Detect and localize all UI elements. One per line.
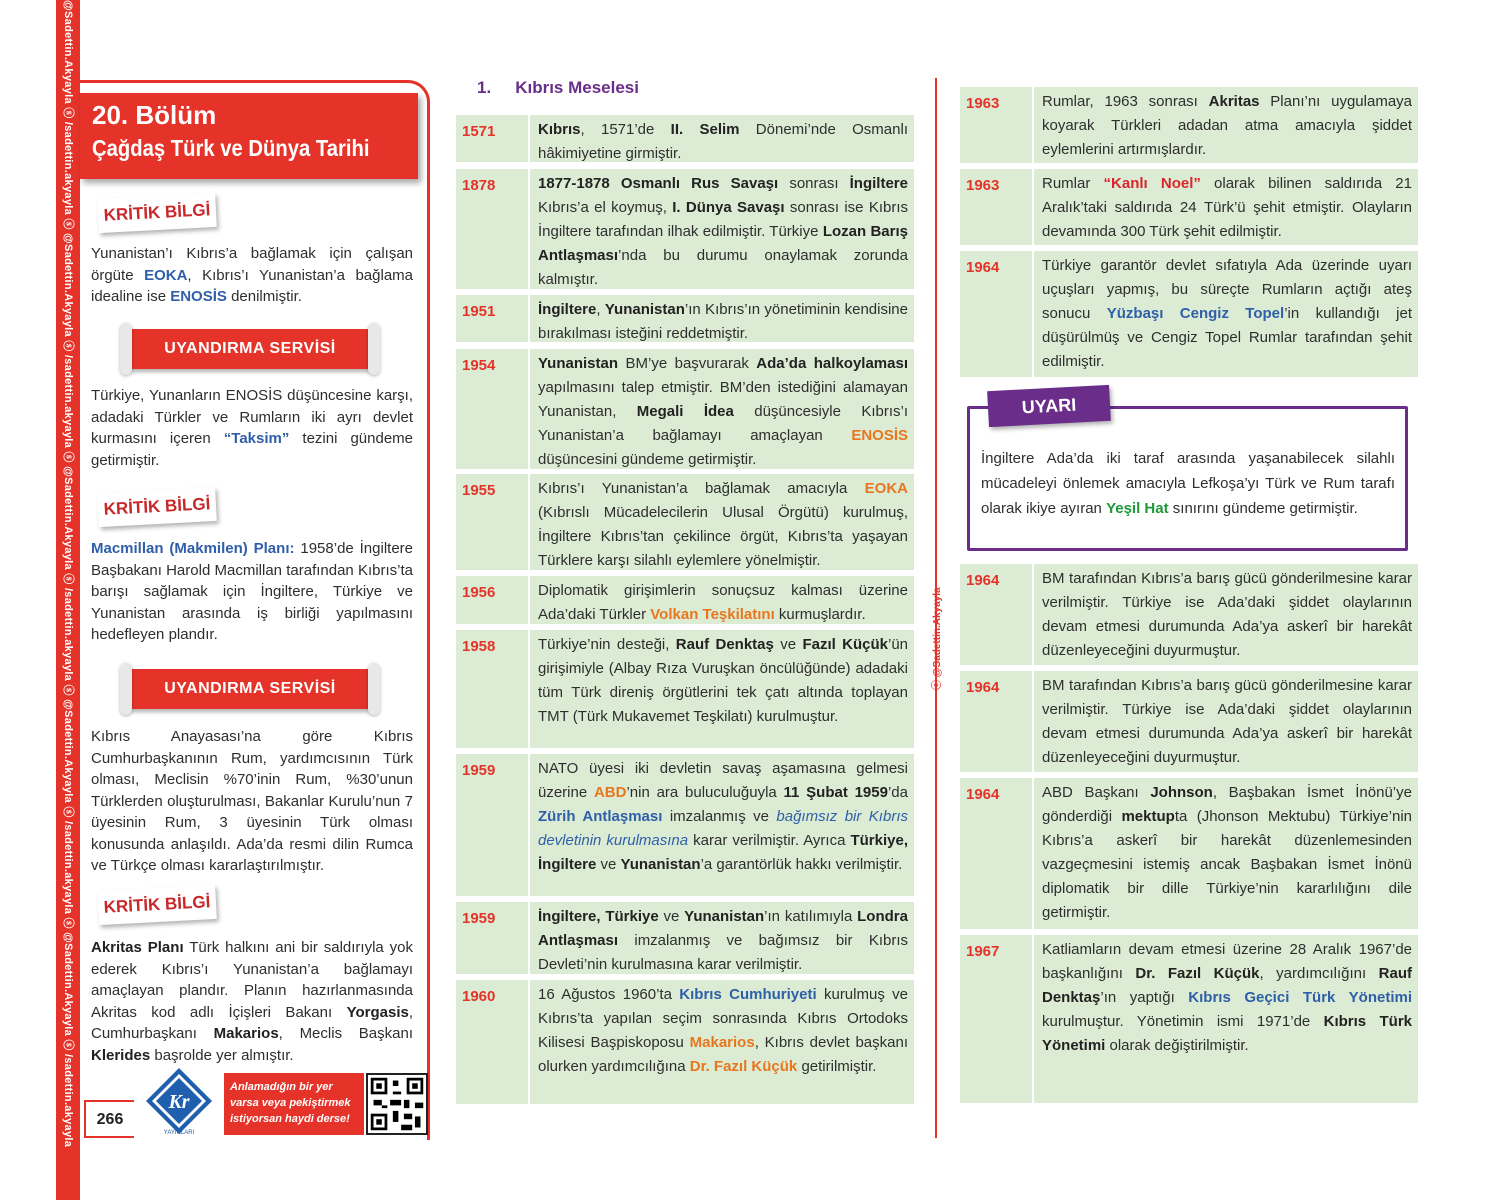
- timeline-text: Türkiye garantör devlet sıfatıyla Ada üzerinde uyarı uçuşları yapmış, bu süreçte Rumların açtığı ateş sonucu Yüzbaşı Cengiz Topel’in kullandığı jet düşürülmüş ve Cengiz Topel Rumlar tarafından şehit edilmiştir.: [1034, 251, 1418, 377]
- uyari-label: UYARI: [987, 385, 1111, 427]
- timeline-year: 1967: [960, 935, 1032, 1103]
- timeline-text: 16 Ağustos 1960’ta Kıbrıs Cumhuriyeti kurulmuş ve Kıbrıs’ta yapılan seçim sonrasında Kıbrıs Ortodoks Kilisesi Başpiskoposu Makarios, Kıbrıs devlet başkanı olurken yardımcılığına Dr. Fazıl Küçük getirilmiştir.: [530, 980, 914, 1104]
- timeline-year: 1959: [456, 754, 528, 896]
- timeline-row: [960, 935, 1418, 1103]
- timeline-text: İngiltere, Türkiye ve Yunanistan’ın katılımıyla Londra Antlaşması imzalanmış ve bağımsız bir Kıbrıs Devleti’nin kurulmasına karar verilmiştir.: [530, 902, 914, 974]
- vertical-social-tag: ⓢ @Sadettin.Akyayla: [932, 587, 943, 690]
- timeline-row: [960, 87, 1418, 163]
- qr-code-icon[interactable]: [366, 1073, 428, 1135]
- timeline-text: 1877-1878 Osmanlı Rus Savaşı sonrası İngiltere Kıbrıs’a el koymuş, I. Dünya Savaşı sonrası ise Kıbrıs İngiltere tarafından ilhak edilmiştir. Türkiye Lozan Barış Antlaşması’nda bu durumu onaylamak zorunda kalmıştır.: [530, 169, 914, 289]
- timeline-row: [456, 349, 914, 469]
- timeline-year: 1958: [456, 630, 528, 748]
- timeline-row: [960, 251, 1418, 377]
- kritik-bilgi-label-2: KRİTİK BİLGİ: [97, 487, 217, 527]
- section-number: 1.: [477, 78, 492, 97]
- social-strip-bar: [56, 0, 80, 1200]
- timeline-year: 1964: [960, 564, 1032, 665]
- uyari-text: İngiltere Ada’da iki taraf arasında yaşanabilecek silahlı mücadeleyi önlemek amacıyla Lefkoşa’yı Türk ve Rum tarafı olarak ikiye ayıran Yeşil Hat sınırını gündeme getirmiştir.: [981, 450, 1395, 517]
- timeline-text: Diplomatik girişimlerin sonuçsuz kalması üzerine Ada’daki Türkler Volkan Teşkilatını kurmuşlardır.: [530, 576, 914, 624]
- uyandirma-servisi-label-1: UYANDIRMA SERVİSİ: [130, 329, 370, 369]
- timeline-row: [456, 115, 914, 162]
- timeline-row: [456, 474, 914, 570]
- timeline-year: 1964: [960, 251, 1032, 377]
- timeline-row: [456, 169, 914, 289]
- timeline-text: Kıbrıs’ı Yunanistan’a bağlamak amacıyla EOKA (Kıbrıslı Mücadelecilerin Ulusal Örgütü) kurulmuş, İngiltere Kıbrıs’tan çekilince örgüt, Kıbrıs’ta yaşayan Türklere karşı silahlı eylemlere yönelmiştir.: [530, 474, 914, 570]
- kritik-bilgi-label-3: KRİTİK BİLGİ: [97, 885, 217, 925]
- timeline-text: Rumlar “Kanlı Noel” olarak bilinen saldırıda 21 Aralık’taki saldırıda 24 Türk’ü şehit etmiştir. Olayların devamında 300 Türk şehit edilmiştir.: [1034, 169, 1418, 245]
- svg-text:YAYINLARI: YAYINLARI: [163, 1130, 195, 1136]
- timeline-year: 1959: [456, 902, 528, 974]
- timeline-text: Yunanistan BM’ye başvurarak Ada’da halkoylaması yapılmasını talep etmiştir. BM’den istediğini alamayan Yunanistan, Megali İdea düşüncesiyle Kıbrıs’ı Yunanistan’a bağlamayı amaçlayan ENOSİS düşüncesini gündeme getirmiştir.: [530, 349, 914, 469]
- chapter-number: 20. Bölüm: [92, 100, 217, 130]
- social-strip: [0, 0, 80, 1200]
- chapter-title: Çağdaş Türk ve Dünya Tarihi: [92, 135, 370, 161]
- timeline-year: 1964: [960, 778, 1032, 929]
- timeline-text: BM tarafından Kıbrıs’a barış gücü gönderilmesine karar verilmiştir. Türkiye ise Ada’daki şiddet olaylarının devam etmesi durumunda Ada’ya askerî bir harekât düzenleyeceğini duyurmuştur.: [1034, 564, 1418, 665]
- timeline-text: İngiltere, Yunanistan’ın Kıbrıs’ın yönetiminin kendisine bırakılması isteğini reddetmiştir.: [530, 295, 914, 342]
- timeline-text: BM tarafından Kıbrıs’a barış gücü gönderilmesine karar verilmiştir. Türkiye ise Ada’daki şiddet olaylarının devam etmesi durumunda Ada’ya askerî bir harekât düzenleyeceğini duyurmuştur.: [1034, 671, 1418, 772]
- uyandirma-servisi-text-2: Kıbrıs Anayasası’na göre Kıbrıs Cumhurbaşkanının Rum, yardımcısının Türk olması, Meclisin %70’inin Rum, %30’unun Türklerden oluşturulması, Bakanlar Kurulu’nun 7 üyesinin Rum, 3 üyesinin Türk olması konusunda anlaşıldı. Ada’da resmi dilin Rumca ve Türkçe olması kararlaştırılmıştır.: [91, 728, 413, 874]
- promo-box: Anlamadığın bir yer varsa veya pekiştirmek istiyorsan haydi derse!: [224, 1073, 364, 1135]
- social-handle-text: @Sadettin.Akyayla ⓢ /sadettin.akyayla ⓢ @Sadettin.Akyayla ⓢ /sadettin.akyayla ⓢ @Sadettin.Akyayla ⓢ /sadettin.akyayla ⓢ @Sadettin.Akyayla ⓢ /sadettin.akyayla ⓢ @Sadettin.Akyayla ⓢ /sadettin.akyayla: [62, 0, 74, 1148]
- timeline-year: 1951: [456, 295, 528, 342]
- timeline-row: [456, 754, 914, 896]
- kritik-bilgi-text-2: Macmillan (Makmilen) Planı: 1958’de İngiltere Başbakanı Harold Macmillan tarafından Kıbrıs’ta barışı sağlamak için İngiltere, Türkiye ve Yunanistan arasında iş birliği yapılmasını hedefleyen plandır.: [91, 540, 413, 643]
- timeline-year: 1956: [456, 576, 528, 624]
- timeline-year: 1960: [456, 980, 528, 1104]
- kritik-bilgi-label-1: KRİTİK BİLGİ: [97, 193, 217, 233]
- timeline-text: Kıbrıs, 1571’de II. Selim Dönemi’nde Osmanlı hâkimiyetine girmiştir.: [530, 115, 914, 162]
- svg-text:Kr: Kr: [168, 1091, 190, 1113]
- timeline-year: 1955: [456, 474, 528, 570]
- timeline-year: 1571: [456, 115, 528, 162]
- timeline-row: [960, 778, 1418, 929]
- timeline-row: [456, 576, 914, 624]
- timeline-row: [960, 671, 1418, 772]
- timeline-year: 1963: [960, 87, 1032, 163]
- timeline-year: 1878: [456, 169, 528, 289]
- timeline-row: [456, 295, 914, 342]
- uyandirma-servisi-label-2: UYANDIRMA SERVİSİ: [130, 669, 370, 709]
- section-heading: [477, 78, 663, 98]
- publisher-logo-icon: [144, 1066, 214, 1136]
- timeline-text: Rumlar, 1963 sonrası Akritas Planı’nı uygulamaya koyarak Türkleri adadan atma amacıyla şiddet eylemlerini artırmışlardır.: [1034, 87, 1418, 163]
- section-title: Kıbrıs Meselesi: [515, 78, 639, 97]
- kritik-bilgi-text-3: Akritas Planı Türk halkını ani bir saldırıyla yok ederek Kıbrıs’ı Yunanistan’a bağlamayı amaçlayan plandır. Planın hazırlanmasında Akritas kod adlı İçişleri Bakanı Yorgasis, Cumhurbaşkanı Makarios, Meclis Başkanı Klerides başrolde yer almıştır.: [91, 939, 413, 1064]
- timeline-row: [456, 630, 914, 748]
- timeline-year: 1954: [456, 349, 528, 469]
- timeline-row: [456, 980, 914, 1104]
- timeline-text: ABD Başkanı Johnson, Başbakan İsmet İnönü’ye gönderdiği mektupta (Jhonson Mektubu) Türkiye’nin Kıbrıs’a askerî bir harekât düzenlemesinden vazgeçmesini istemiş ancak Başbakan İsmet İnönü diplomatik bir dille Türkiye’nin kararlılığını dile getirmiştir.: [1034, 778, 1418, 929]
- timeline-row: [456, 902, 914, 974]
- timeline-row: [960, 169, 1418, 245]
- timeline-text: Türkiye’nin desteği, Rauf Denktaş ve Fazıl Küçük’ün girişimiyle (Albay Rıza Vuruşkan öncülüğünde) adadaki tüm Türk direniş örgütlerini tek çatı altında toplayan TMT (Türk Mukavemet Teşkilatı) kurulmuştur.: [530, 630, 914, 748]
- kritik-bilgi-text-1: Yunanistan’ı Kıbrıs’a bağlamak için çalışan örgüte EOKA, Kıbrıs’ı Yunanistan’a bağlama idealine ise ENOSİS denilmiştir.: [91, 245, 413, 305]
- timeline-text: Katliamların devam etmesi üzerine 28 Aralık 1967’de başkanlığını Dr. Fazıl Küçük, yardımcılığını Rauf Denktaş’ın yaptığı Kıbrıs Geçici Türk Yönetimi kurulmuştur. Yönetimin ismi 1971’de Kıbrıs Türk Yönetimi olarak değiştirilmiştir.: [1034, 935, 1418, 1103]
- page-number: 266: [84, 1100, 134, 1138]
- timeline-text: NATO üyesi iki devletin savaş aşamasına gelmesi üzerine ABD’nin ara buluculuğuyla 11 Şubat 1959’da Zürih Antlaşması imzalanmış ve bağımsız bir Kıbrıs devletinin kurulmasına karar verilmiştir. Ayrıca Türkiye, İngiltere ve Yunanistan’a garantörlük hakkı verilmiştir.: [530, 754, 914, 896]
- timeline-year: 1963: [960, 169, 1032, 245]
- uyandirma-servisi-text-1: Türkiye, Yunanların ENOSİS düşüncesine karşı, adadaki Türkler ve Rumların iki ayrı devlet kurmasını içeren “Taksim” tezini gündeme getirmiştir.: [91, 387, 414, 469]
- chapter-banner: [80, 93, 418, 179]
- timeline-row: [960, 564, 1418, 665]
- timeline-year: 1964: [960, 671, 1032, 772]
